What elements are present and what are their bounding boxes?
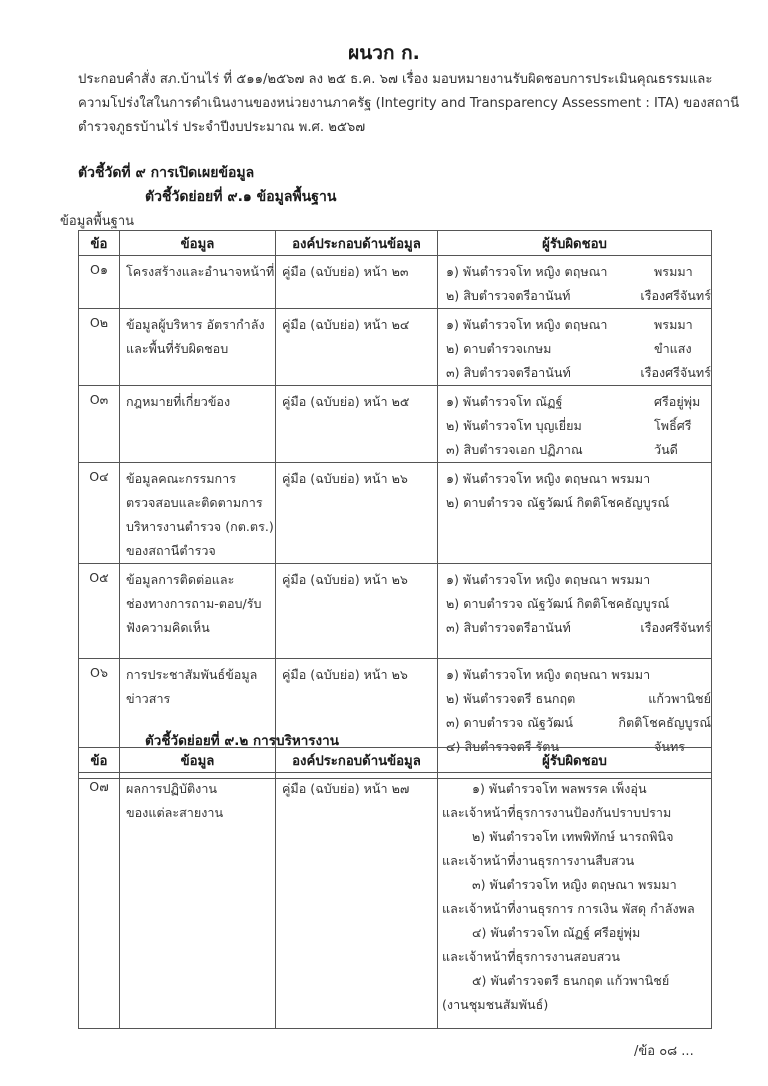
responsible-line: และเจ้าหน้าที่งานธุรการ การเงิน พัสดุ กำลังพล [442, 901, 695, 916]
component-cell: คู่มือ (ฉบับย่อ) หน้า ๒๗ [276, 773, 438, 1029]
info-line: กฎหมายที่เกี่ยวข้อง [126, 394, 231, 409]
responsible-person [446, 260, 711, 284]
component-cell: คู่มือ (ฉบับย่อ) หน้า ๒๖ [276, 659, 438, 779]
responsible-cell [438, 463, 712, 564]
row-number: O๒ [79, 309, 120, 386]
responsible-person [446, 663, 711, 687]
info-line: การประชาสัมพันธ์ข้อมูล [126, 667, 258, 682]
info-line: ช่องทางการถาม-ตอบ/รับ [126, 596, 262, 611]
responsible-line: ๑) พันตำรวจโท พลพรรค เพ็งอุ่น [472, 781, 647, 796]
responsible-person [446, 361, 711, 385]
row-number: O๖ [79, 659, 120, 779]
intro-paragraph [78, 68, 740, 140]
table-row [79, 773, 712, 1029]
person-name: ๓) สิบตำรวจเอก ปฏิภาณ [446, 442, 583, 457]
table-header-row [79, 748, 712, 773]
info-line: ผลการปฏิบัติงาน [126, 781, 218, 796]
info-line: และพื้นที่รับผิดชอบ [126, 341, 229, 356]
table-row [79, 309, 712, 386]
info-line: บริหารงานตำรวจ (กต.ตร.) [126, 519, 274, 534]
col-header-component: องค์ประกอบด้านข้อมูล [276, 748, 438, 773]
person-name: ๑) พันตำรวจโท หญิง ตฤษณา พรมมา [446, 572, 651, 587]
person-surname: ขำแสง [654, 341, 692, 356]
col-header-responsible: ผู้รับผิดชอบ [438, 231, 712, 256]
responsible-line: ๕) พันตำรวจตรี ธนกฤต แก้วพานิชย์ [472, 973, 670, 988]
person-surname: เรืองศรีจันทร์ [640, 365, 711, 380]
management-table [78, 747, 712, 1029]
responsible-line: ๒) พันตำรวจโท เทพพิทักษ์ นารถพินิจ [472, 829, 674, 844]
sub-indicator-heading-1: ตัวชี้วัดย่อยที่ ๙.๑ ข้อมูลพื้นฐาน [145, 189, 337, 205]
person-name: ๒) ดาบตำรวจเกษม [446, 341, 552, 356]
info-cell [120, 386, 276, 463]
table-caption: ข้อมูลพื้นฐาน [60, 214, 135, 229]
info-cell [120, 564, 276, 659]
responsible-cell [438, 773, 712, 1029]
person-name: ๓) สิบตำรวจตรีอานันท์ [446, 620, 571, 635]
responsible-person [446, 438, 711, 462]
responsible-line: (งานชุมชนสัมพันธ์) [442, 997, 549, 1012]
responsible-line: และเจ้าหน้าที่ธุรการงานป้องกันปราบปราม [442, 805, 672, 820]
intro-line: ความโปร่งใสในการดำเนินงานของหน่วยงานภาครัฐ (Integrity and Transparency Assessment : ITA) ของสถานี [78, 96, 740, 111]
person-name: ๒) ดาบตำรวจ ณัฐวัฒน์ กิตติโชคธัญบูรณ์ [446, 596, 670, 611]
info-line: ข้อมูลการติดต่อและ [126, 572, 235, 587]
person-name: ๓) สิบตำรวจตรีอานันท์ [446, 365, 571, 380]
responsible-person [446, 687, 711, 711]
person-surname: ศรีอยู่พุ่ม [654, 394, 701, 409]
person-name: ๒) พันตำรวจตรี ธนกฤต [446, 691, 576, 706]
person-name: ๓) ดาบตำรวจ ณัฐวัฒน์ [446, 715, 573, 730]
col-header-no: ข้อ [79, 231, 120, 256]
person-surname: เรืองศรีจันทร์ [640, 620, 711, 635]
person-surname: เรืองศรีจันทร์ [640, 288, 711, 303]
intro-line: ประกอบคำสั่ง สภ.บ้านไร่ ที่ ๕๑๑/๒๕๖๗ ลง ๒๕ ธ.ค. ๖๗ เรื่อง มอบหมายงานรับผิดชอบการประเมินคุณธรรมและ [78, 72, 713, 87]
responsible-cell [438, 309, 712, 386]
info-line: ฟังความคิดเห็น [126, 620, 210, 635]
component-cell: คู่มือ (ฉบับย่อ) หน้า ๒๖ [276, 564, 438, 659]
intro-line: ตำรวจภูธรบ้านไร่ ประจำปีงบประมาณ พ.ศ. ๒๕๖๗ [78, 120, 366, 135]
col-header-no: ข้อ [79, 748, 120, 773]
responsible-person [446, 414, 711, 438]
person-name: ๑) พันตำรวจโท ณัฏฐ์ [446, 394, 563, 409]
person-surname: โพธิ์ศรี [654, 418, 692, 433]
responsible-person [446, 491, 711, 515]
info-cell [120, 309, 276, 386]
table-row [79, 564, 712, 659]
person-name: ๒) สิบตำรวจตรีอานันท์ [446, 288, 571, 303]
continuation-note: /ข้อ ๐๘ ... [634, 1044, 694, 1059]
info-line: ตรวจสอบและติดตามการ [126, 495, 263, 510]
row-number: O๓ [79, 386, 120, 463]
person-name: ๑) พันตำรวจโท หญิง ตฤษณา [446, 264, 608, 279]
responsible-person [446, 568, 711, 592]
responsible-cell [438, 386, 712, 463]
col-header-info: ข้อมูล [120, 231, 276, 256]
info-line: ของสถานีตำรวจ [126, 543, 216, 558]
table-row [79, 386, 712, 463]
info-line: ข่าวสาร [126, 691, 171, 706]
person-name: ๑) พันตำรวจโท หญิง ตฤษณา [446, 317, 608, 332]
row-number: O๔ [79, 463, 120, 564]
table-header-row [79, 231, 712, 256]
responsible-line: ๓) พันตำรวจโท หญิง ตฤษณา พรมมา [472, 877, 677, 892]
table-row [79, 463, 712, 564]
responsible-person [446, 616, 711, 640]
responsible-cell [438, 564, 712, 659]
indicator-heading: ตัวชี้วัดที่ ๙ การเปิดเผยข้อมูล [78, 165, 255, 181]
component-cell: คู่มือ (ฉบับย่อ) หน้า ๒๕ [276, 386, 438, 463]
info-cell [120, 256, 276, 309]
responsible-line: และเจ้าหน้าที่ธุรการงานสอบสวน [442, 949, 620, 964]
responsible-person [446, 284, 711, 308]
col-header-responsible: ผู้รับผิดชอบ [438, 748, 712, 773]
person-surname: วันดี [654, 442, 678, 457]
responsible-person [446, 711, 711, 735]
responsible-person [446, 313, 711, 337]
person-name: ๒) พันตำรวจโท บุญเยี่ยม [446, 418, 582, 433]
responsible-person [446, 337, 711, 361]
responsible-person [446, 467, 711, 491]
person-surname: จันทร [654, 739, 686, 754]
person-name: ๔) สิบตำรวจตรี รัตน [446, 739, 560, 754]
component-cell: คู่มือ (ฉบับย่อ) หน้า ๒๔ [276, 309, 438, 386]
person-surname: กิตติโชคธัญบูรณ์ [618, 715, 711, 730]
person-surname: พรมมา [654, 264, 693, 279]
col-header-info: ข้อมูล [120, 748, 276, 773]
person-name: ๑) พันตำรวจโท หญิง ตฤษณา พรมมา [446, 667, 651, 682]
table-row [79, 256, 712, 309]
person-name: ๒) ดาบตำรวจ ณัฐวัฒน์ กิตติโชคธัญบูรณ์ [446, 495, 670, 510]
responsible-person [446, 592, 711, 616]
row-number: O๑ [79, 256, 120, 309]
person-name: ๑) พันตำรวจโท หญิง ตฤษณา พรมมา [446, 471, 651, 486]
basic-info-table [78, 230, 712, 779]
info-line: ข้อมูลคณะกรรมการ [126, 471, 236, 486]
info-line: โครงสร้างและอำนาจหน้าที่ [126, 264, 275, 279]
person-surname: แก้วพานิชย์ [648, 691, 711, 706]
info-line: ของแต่ละสายงาน [126, 805, 224, 820]
row-number: O๕ [79, 564, 120, 659]
col-header-component: องค์ประกอบด้านข้อมูล [276, 231, 438, 256]
component-cell: คู่มือ (ฉบับย่อ) หน้า ๒๓ [276, 256, 438, 309]
responsible-line: และเจ้าหน้าที่งานธุรการงานสืบสวน [442, 853, 635, 868]
component-cell: คู่มือ (ฉบับย่อ) หน้า ๒๖ [276, 463, 438, 564]
info-cell [120, 773, 276, 1029]
page-title: ผนวก ก. [348, 42, 420, 64]
info-cell [120, 463, 276, 564]
row-number: O๗ [79, 773, 120, 1029]
info-line: ข้อมูลผู้บริหาร อัตรากำลัง [126, 317, 265, 332]
responsible-line: ๔) พันตำรวจโท ณัฏฐ์ ศรีอยู่พุ่ม [472, 925, 641, 940]
person-surname: พรมมา [654, 317, 693, 332]
sub-indicator-heading-2: ตัวชี้วัดย่อยที่ ๙.๒ การบริหารงาน [145, 733, 339, 749]
responsible-cell [438, 256, 712, 309]
responsible-person [446, 390, 711, 414]
